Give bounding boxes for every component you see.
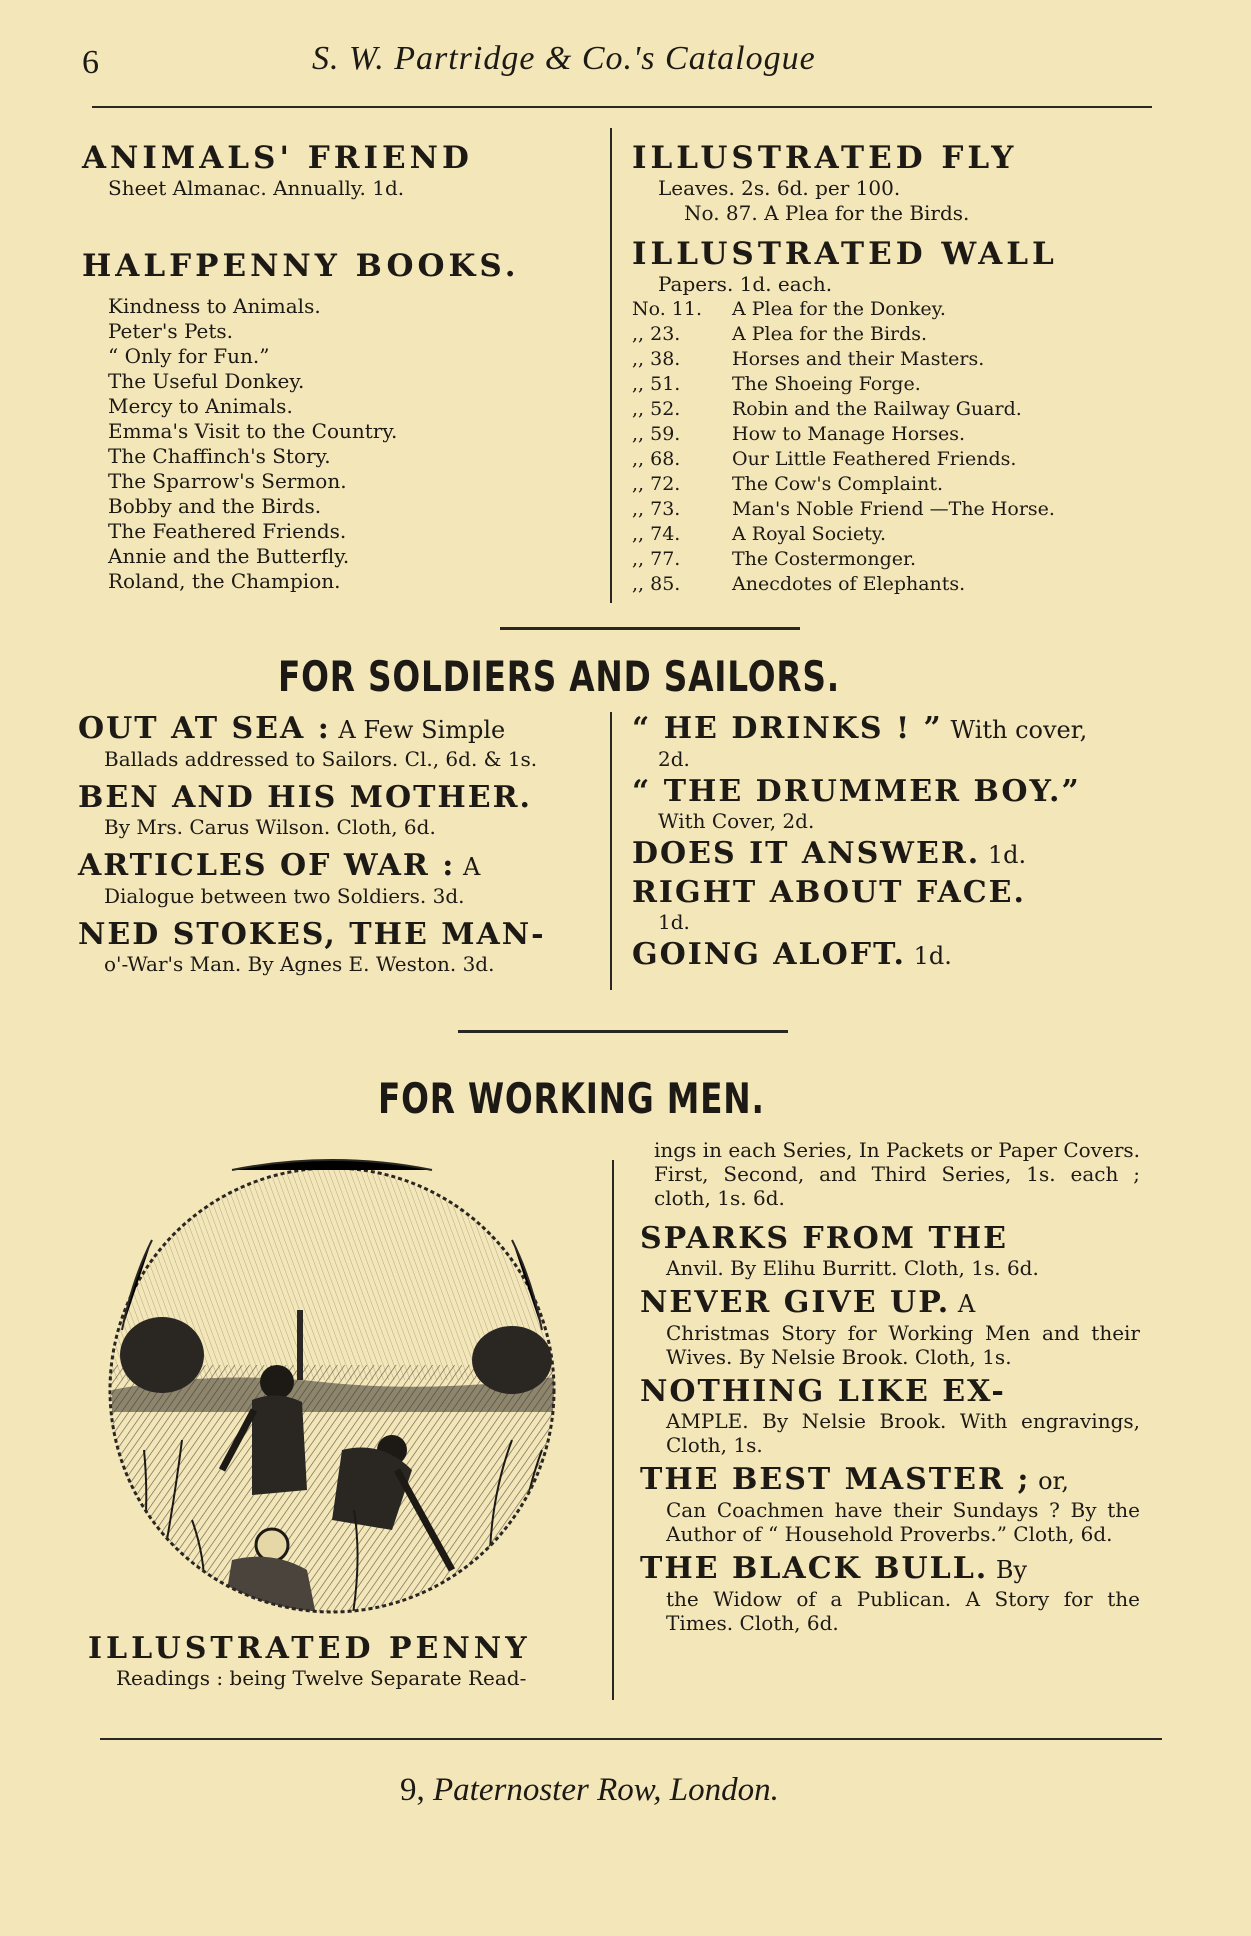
page-title: S. W. Partridge & Co.'s Catalogue <box>312 40 816 77</box>
entry-title-tail: With cover, <box>942 716 1088 744</box>
list-item: The Sparrow's Sermon. <box>108 469 347 493</box>
footer-rule <box>100 1738 1162 1740</box>
entry-title-text: ARTICLES OF WAR : <box>78 848 456 883</box>
item-title: The Cow's Complaint. <box>732 473 943 495</box>
item-title: Our Little Feathered Friends. <box>732 448 1017 470</box>
entry-title: ILLUSTRATED WALL <box>632 236 1058 272</box>
entry-title-text: DOES IT ANSWER. <box>632 836 981 871</box>
item-number: ,, 59. <box>632 423 681 445</box>
catalogue-entry <box>78 781 588 839</box>
entry-title-text: OUT AT SEA : <box>78 711 331 746</box>
entry-title <box>78 712 588 747</box>
item-number: ,, 77. <box>632 548 681 570</box>
list-item: Bobby and the Birds. <box>108 494 322 518</box>
entry-title-tail: A Few Simple <box>330 716 506 744</box>
list-item <box>632 572 1162 597</box>
entry-subtitle: Papers. 1d. each. <box>658 272 833 296</box>
entry-title <box>632 837 1152 872</box>
entry-desc: Can Coachmen have their Sundays ? By the Author of “ Household Proverbs.” Cloth, 6d. <box>666 1498 1140 1546</box>
list-item <box>632 347 1162 372</box>
harvest-engraving-image <box>92 1150 572 1625</box>
catalogue-entry <box>632 775 1152 833</box>
list-item: Kindness to Animals. <box>108 294 321 318</box>
entry-title: ANIMALS' FRIEND <box>82 140 473 176</box>
catalogue-entry <box>78 849 588 908</box>
catalogue-entry <box>640 1552 1140 1635</box>
item-number: ,, 51. <box>632 373 681 395</box>
entry-title: ILLUSTRATED FLY <box>632 140 1018 176</box>
item-title: How to Manage Horses. <box>732 423 966 445</box>
entry-desc: the Widow of a Publican. A Story for the Times. Cloth, 6d. <box>666 1587 1140 1635</box>
entry-title-text: SPARKS FROM THE <box>640 1221 1008 1256</box>
page-number: 6 <box>82 44 99 81</box>
catalogue-entry <box>632 938 1152 973</box>
working-right-list <box>640 1222 1140 1635</box>
entry-title <box>78 918 588 952</box>
animals-friend-entry <box>82 140 602 201</box>
working-right-column <box>640 1138 1140 1641</box>
entry-title-tail: 1d. <box>980 841 1027 869</box>
entry-title <box>632 712 1152 747</box>
entry-desc: 1d. <box>658 910 690 934</box>
entry-title-text: BEN AND HIS MOTHER. <box>78 780 532 815</box>
entry-title-text: THE BLACK BULL. <box>640 1551 989 1586</box>
list-item <box>632 372 1162 397</box>
item-title: A Plea for the Donkey. <box>732 298 946 320</box>
catalogue-entry <box>640 1375 1140 1457</box>
entry-title: ILLUSTRATED PENNY <box>88 1631 531 1666</box>
item-title: Man's Noble Friend —The Horse. <box>732 498 1055 520</box>
illustrated-wall-entry <box>632 236 1162 597</box>
entry-title-text: “ HE DRINKS ! ” <box>632 711 943 746</box>
entry-title-text: NOTHING LIKE EX- <box>640 1374 1006 1409</box>
item-title: Robin and the Railway Guard. <box>732 398 1022 420</box>
item-title: Anecdotes of Elephants. <box>732 573 966 595</box>
entry-desc: Christmas Story for Working Men and their Wives. By Nelsie Brook. Cloth, 1s. <box>666 1321 1140 1369</box>
entry-desc: With Cover, 2d. <box>658 809 815 833</box>
wall-list <box>632 297 1162 597</box>
entry-title-tail: A <box>950 1290 976 1318</box>
footer-address <box>400 1772 779 1809</box>
column-divider <box>612 1160 614 1700</box>
column-divider <box>610 128 612 603</box>
catalogue-entry <box>640 1222 1140 1280</box>
catalogue-entry <box>640 1463 1140 1546</box>
entry-desc: No. 87. A Plea for the Birds. <box>684 201 970 225</box>
item-number: No. 11. <box>632 298 703 320</box>
column-divider <box>610 712 612 990</box>
working-men-heading: FOR WORKING MEN. <box>378 1074 765 1123</box>
penny-readings-continued: ings in each Series, In Packets or Paper Covers. First, Second, and Third Series, 1s. each ; cloth, 1s. 6d. <box>654 1138 1140 1210</box>
entry-title <box>640 1286 1140 1321</box>
halfpenny-list <box>82 294 602 594</box>
item-title: The Costermonger. <box>732 548 917 570</box>
list-item <box>632 397 1162 422</box>
halfpenny-books-entry <box>82 248 602 594</box>
list-item: Roland, the Champion. <box>108 569 341 593</box>
list-item <box>632 322 1162 347</box>
section-rule <box>458 1030 788 1033</box>
footer-number: 9, <box>400 1772 425 1808</box>
item-number: ,, 23. <box>632 323 681 345</box>
catalogue-entry <box>632 876 1152 934</box>
soldiers-heading: FOR SOLDIERS AND SAILORS. <box>278 652 841 701</box>
item-title: A Plea for the Birds. <box>732 323 928 345</box>
entry-title <box>640 1375 1140 1409</box>
harvest-engraving <box>92 1150 572 1625</box>
list-item <box>632 547 1162 572</box>
catalogue-entry <box>78 712 588 771</box>
catalogue-entry <box>632 712 1152 771</box>
entry-title <box>640 1222 1140 1256</box>
list-item <box>632 497 1162 522</box>
item-number: ,, 68. <box>632 448 681 470</box>
entry-title-tail: By <box>988 1556 1028 1584</box>
list-item: Emma's Visit to the Country. <box>108 419 398 443</box>
list-item: The Chaffinch's Story. <box>108 444 331 468</box>
entry-title <box>78 781 588 815</box>
entry-title <box>640 1463 1140 1498</box>
entry-desc: Leaves. 2s. 6d. per 100. <box>658 176 901 200</box>
entry-desc: AMPLE. By Nelsie Brook. With engravings, Cloth, 1s. <box>666 1409 1140 1457</box>
list-item: Annie and the Butterfly. <box>108 544 350 568</box>
entry-title-text: RIGHT ABOUT FACE. <box>632 875 1026 910</box>
entry-title-text: “ THE DRUMMER BOY.” <box>632 774 1081 809</box>
soldiers-left-column <box>78 712 588 986</box>
entry-title: HALFPENNY BOOKS. <box>82 248 520 284</box>
soldiers-right-column <box>632 712 1152 977</box>
section-rule <box>500 627 800 630</box>
list-item <box>632 297 1162 322</box>
item-number: ,, 38. <box>632 348 681 370</box>
list-item: Mercy to Animals. <box>108 394 293 418</box>
entry-desc: Sheet Almanac. Annually. 1d. <box>108 176 405 200</box>
item-number: ,, 73. <box>632 498 681 520</box>
entry-desc: Dialogue between two Soldiers. 3d. <box>104 884 465 908</box>
entry-title-text: THE BEST MASTER ; <box>640 1462 1031 1497</box>
entry-title-tail: A <box>455 853 481 881</box>
entry-title-text: NED STOKES, THE MAN- <box>78 917 546 952</box>
entry-title-tail: 1d. <box>905 942 952 970</box>
entry-title-tail: or, <box>1030 1467 1069 1495</box>
item-number: ,, 85. <box>632 573 681 595</box>
entry-desc: By Mrs. Carus Wilson. Cloth, 6d. <box>104 815 436 839</box>
list-item <box>632 472 1162 497</box>
illustrated-fly-entry <box>632 140 1152 226</box>
entry-title <box>632 775 1152 809</box>
entry-desc: Ballads addressed to Sailors. Cl., 6d. & 1s. <box>104 747 538 771</box>
item-number: ,, 74. <box>632 523 681 545</box>
item-number: ,, 72. <box>632 473 681 495</box>
item-title: A Royal Society. <box>732 523 886 545</box>
illustrated-penny-entry <box>88 1632 598 1690</box>
catalogue-entry <box>640 1286 1140 1369</box>
list-item: The Useful Donkey. <box>108 369 305 393</box>
footer-street: Paternoster Row, London. <box>433 1772 779 1808</box>
catalogue-entry <box>632 837 1152 872</box>
header-rule <box>92 106 1152 108</box>
list-item: Peter's Pets. <box>108 319 233 343</box>
item-title: Horses and their Masters. <box>732 348 985 370</box>
list-item <box>632 447 1162 472</box>
entry-desc: Readings : being Twelve Separate Read- <box>116 1666 527 1690</box>
entry-desc: o'-War's Man. By Agnes E. Weston. 3d. <box>104 952 495 976</box>
entry-title-text: NEVER GIVE UP. <box>640 1285 951 1320</box>
item-title: The Shoeing Forge. <box>732 373 921 395</box>
list-item <box>632 522 1162 547</box>
entry-title <box>78 849 588 884</box>
entry-desc: Anvil. By Elihu Burritt. Cloth, 1s. 6d. <box>666 1256 1039 1280</box>
entry-title-text: GOING ALOFT. <box>632 937 906 972</box>
list-item <box>632 422 1162 447</box>
item-number: ,, 52. <box>632 398 681 420</box>
entry-desc: 2d. <box>658 747 690 771</box>
entry-title <box>632 876 1152 910</box>
entry-title <box>632 938 1152 973</box>
list-item: “ Only for Fun.” <box>108 344 270 368</box>
entry-title <box>640 1552 1140 1587</box>
list-item: The Feathered Friends. <box>108 519 347 543</box>
catalogue-entry <box>78 918 588 976</box>
